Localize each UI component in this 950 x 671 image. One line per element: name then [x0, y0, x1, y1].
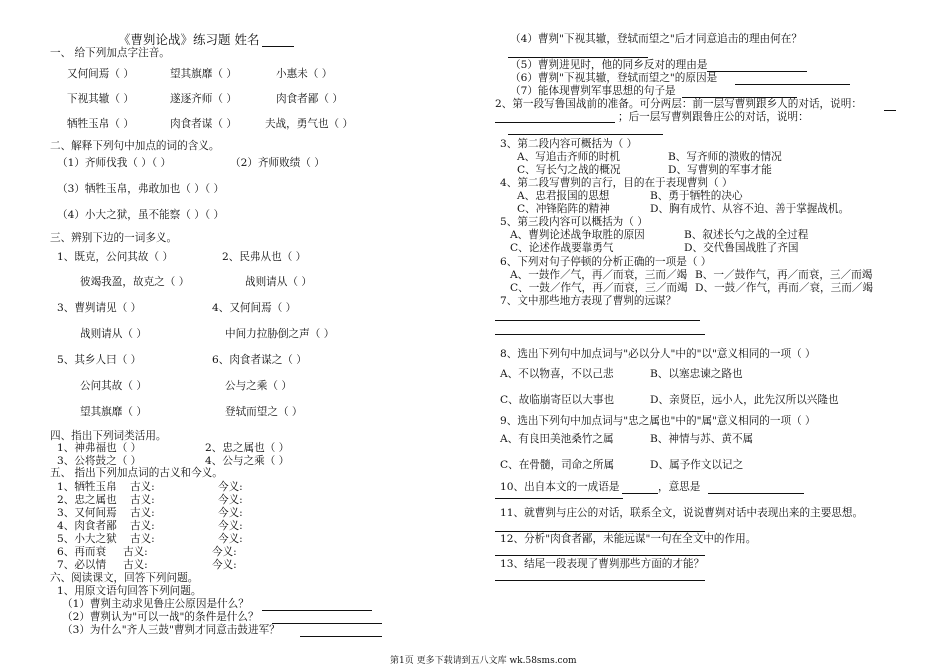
answer-line[interactable] — [272, 623, 382, 624]
s6-sub: 1、用原文语句回答下列问题。 — [57, 585, 202, 597]
s5-word: 5、小大之狱 — [57, 533, 117, 545]
s3-item: 战则请从（ ） — [80, 328, 147, 340]
answer-line[interactable] — [495, 555, 705, 556]
p5b: B、叙述长勺之战的全过程 — [684, 229, 809, 241]
answer-line[interactable] — [707, 71, 807, 72]
s3-item: 公与之乘（ ） — [225, 380, 292, 392]
p5d: D、交代鲁国战胜了齐国 — [684, 242, 799, 254]
s3-item: 3、曹刿请见（ ） — [57, 302, 142, 314]
p6c: C、一鼓／作气，再／而衰，三／而竭 — [510, 282, 688, 294]
s3-item: 望其旗靡（ ） — [80, 406, 147, 418]
s5-old: 古义: — [130, 507, 155, 519]
s4-item: 2、忠之属也（ ） — [205, 442, 290, 454]
s3-item: 公问其故（ ） — [80, 380, 147, 392]
s5-word: 7、必以情 — [57, 559, 107, 571]
s5-old: 古义: — [130, 481, 155, 493]
s2-item: （3）牺牲玉帛，弗敢加也（ ）（ ） — [57, 183, 225, 195]
answer-line[interactable] — [495, 334, 705, 335]
s6-heading: 六、阅读课文，回答下列问题。 — [50, 572, 199, 584]
s3-heading: 三、辨别下边的一词多义。 — [50, 232, 178, 244]
s1-item: 肉食者鄙（ ） — [276, 93, 343, 105]
p4: 4、第二段写曹刿的言行，目的在于表现曹刿（ ） — [500, 177, 733, 189]
answer-line[interactable] — [262, 610, 372, 611]
s5-word: 1、牺牲玉帛 — [57, 481, 117, 493]
p3c: C、写长勺之战的概况 — [517, 164, 621, 176]
answer-line[interactable] — [495, 320, 700, 321]
s5-old: 古义: — [123, 546, 148, 558]
p6a: A、一鼓作／气，再／而衰，三而／竭 — [510, 269, 688, 281]
s5-new: 今义: — [218, 507, 243, 519]
p9d: D、属予作文以记之 — [650, 459, 744, 471]
s2-item: （4）小大之狱，虽不能察（ ）（ ） — [57, 209, 225, 221]
q5: （5）曹刿进见时，他的同乡反对的理由是 — [510, 59, 708, 71]
s3-item: 2、民弗从也（ ） — [222, 251, 307, 263]
answer-line[interactable] — [495, 122, 615, 123]
s5-old: 古义: — [130, 494, 155, 506]
s5-new: 今义: — [218, 494, 243, 506]
s1-item: 望其旗靡（ ） — [170, 68, 237, 80]
p3b: B、写齐师的溃败的情况 — [668, 151, 782, 163]
p8b: B、以塞忠谏之路也 — [650, 368, 743, 380]
p8d: D、亲贤臣，远小人，此先汉所以兴隆也 — [650, 394, 839, 406]
p11: 11、就曹刿与庄公的对话，联系全文，说说曹刿对话中表现出来的主要思想。 — [500, 507, 864, 519]
p2b: ；后一层写曹刿跟鲁庄公的对话，说明： — [618, 111, 809, 123]
p3a: A、写追击齐师的时机 — [517, 151, 620, 163]
p12: 12、分析"肉食者鄙，未能远谋"一句在全文中的作用。 — [500, 533, 757, 545]
page-title: 《曹刿论战》练习题 姓名 — [118, 32, 260, 47]
s4-item: 3、公将鼓之（ ） — [57, 455, 142, 467]
q4: （4）曹刿"下视其辙，登轼而望之"后才同意追击的理由何在？ — [510, 33, 802, 45]
name-blank[interactable] — [262, 46, 294, 47]
s6-q: （1）曹刿主动求见鲁庄公原因是什么？ — [62, 598, 249, 610]
p9a: A、有良田美池桑竹之属 — [500, 433, 614, 445]
s6-q: （3）为什么"齐人三鼓"曹刿才同意击鼓进军？ — [62, 624, 280, 636]
s1-item: 牺牲玉帛（ ） — [67, 118, 134, 130]
answer-line[interactable] — [735, 84, 850, 85]
p4b: B、勇于牺牲的决心 — [650, 190, 743, 202]
s3-item: 战则请从（ ） — [245, 276, 312, 288]
s1-item: 下视其辙（ ） — [67, 93, 134, 105]
s5-old: 古义: — [130, 533, 155, 545]
p7: 7、文中那些地方表现了曹刿的远谋？ — [500, 295, 677, 307]
p8a: A、不以物喜，不以己悲 — [500, 368, 614, 380]
s5-old: 古义: — [130, 520, 155, 532]
s3-item: 1、既克，公问其故（ ） — [57, 251, 174, 263]
s1-item: 又何间焉（ ） — [67, 68, 134, 80]
p8c: C、故临崩寄臣以大事也 — [500, 394, 615, 406]
answer-line[interactable] — [884, 110, 896, 111]
p10a: 10、出自本文的一成语是 — [500, 481, 620, 493]
s5-new: 今义: — [218, 533, 243, 545]
s3-item: 5、其乡人曰（ ） — [57, 354, 142, 366]
answer-line[interactable] — [622, 493, 658, 494]
s1-item: 遂逐齐师（ ） — [170, 93, 237, 105]
s5-old: 古义: — [123, 559, 148, 571]
answer-line[interactable] — [300, 636, 382, 637]
s2-item: （1）齐师伐我（ ）（ ） — [57, 157, 172, 169]
p10b: ，意思是 — [658, 481, 701, 493]
answer-line[interactable] — [708, 493, 804, 494]
s5-new: 今义: — [218, 520, 243, 532]
p9b: B、神情与苏、黄不属 — [650, 433, 754, 445]
answer-line[interactable] — [495, 498, 623, 499]
s4-heading: 四、指出下列词类活用。 — [50, 430, 167, 442]
s5-word: 3、又何间焉 — [57, 507, 117, 519]
s4-item: 4、公与之乘（ ） — [205, 455, 290, 467]
s2-item: （2）齐师败绩（ ） — [230, 157, 325, 169]
s5-word: 6、再而衰 — [57, 546, 107, 558]
p9: 9、选出下列句中加点词与"忠之属也"中的"属"意义相同的一项（ ） — [500, 415, 816, 427]
s5-heading: 五、 指出下列加点词的古义和今义。 — [50, 467, 223, 479]
p6: 6、下列对句子停顿的分析正确的一项是（ ） — [500, 256, 712, 268]
p5c: C、论述作战要靠勇气 — [510, 242, 614, 254]
answer-line[interactable] — [495, 580, 705, 581]
s3-item: 6、肉食者谋之（ ） — [212, 354, 307, 366]
s3-item: 登轼而望之（ ） — [225, 406, 303, 418]
answer-line[interactable] — [508, 134, 663, 135]
s3-item: 中间力拉胁倒之声（ ） — [225, 328, 335, 340]
s4-item: 1、神弗福也（ ） — [57, 442, 142, 454]
s6-q: （2）曹刿认为"可以一战"的条件是什么？ — [62, 611, 259, 623]
p4c: C、冲锋陷阵的精神 — [517, 203, 610, 215]
s1-item: 夫战，勇气也（ ） — [265, 118, 354, 130]
s2-heading: 二、解释下列句中加点的词的含义。 — [50, 140, 220, 152]
s5-word: 4、肉食者鄙 — [57, 520, 117, 532]
p5a: A、曹刿论述战争取胜的原因 — [510, 229, 645, 241]
p4d: D、胸有成竹、从容不迫、善于掌握战机。 — [650, 203, 850, 215]
s3-item: 彼竭我盈，故克之（ ） — [80, 276, 190, 288]
p2a: 2、第一段写鲁国战前的准备。可分两层：前一层写曹刿跟乡人的对话，说明： — [495, 98, 862, 110]
p3: 3、第二段内容可概括为（ ） — [500, 138, 638, 150]
p4a: A、忠君报国的思想 — [517, 190, 610, 202]
page-footer: 第1页 更多下载请到五八文库 wk.58sms.com — [390, 656, 577, 666]
p9c: C、在骨髓，司命之所属 — [500, 459, 615, 471]
s3-item: 4、又何间焉（ ） — [212, 302, 297, 314]
s1-item: 肉食者谋（ ） — [170, 118, 237, 130]
s1-item: 小惠未（ ） — [276, 68, 333, 80]
s5-word: 2、忠之属也 — [57, 494, 117, 506]
p8: 8、选出下列句中加点词与"必以分人"中的"以"意义相同的一项（ ） — [500, 348, 816, 360]
s1-heading: 一、 给下列加点字注音。 — [50, 47, 170, 59]
s5-new: 今义: — [212, 546, 237, 558]
p3d: D、写曹刿的军事才能 — [668, 164, 772, 176]
answer-line[interactable] — [495, 531, 705, 532]
q6: （6）曹刿"下视其辙，登轼而望之"的原因是 — [510, 72, 718, 84]
p6b: B、一／鼓作气，再／而衰，三／而竭 — [695, 269, 873, 281]
p13: 13、结尾一段表现了曹刿那些方面的才能？ — [500, 558, 705, 570]
answer-line[interactable] — [508, 57, 648, 58]
s5-new: 今义: — [218, 481, 243, 493]
p5: 5、第三段内容可以概括为（ ） — [500, 216, 648, 228]
s5-new: 今义: — [212, 559, 237, 571]
q7: （7）能体现曹刿军事思想的句子是 — [510, 85, 676, 97]
p6d: D、一鼓／作气，再而／衰，三而／竭 — [695, 282, 873, 294]
